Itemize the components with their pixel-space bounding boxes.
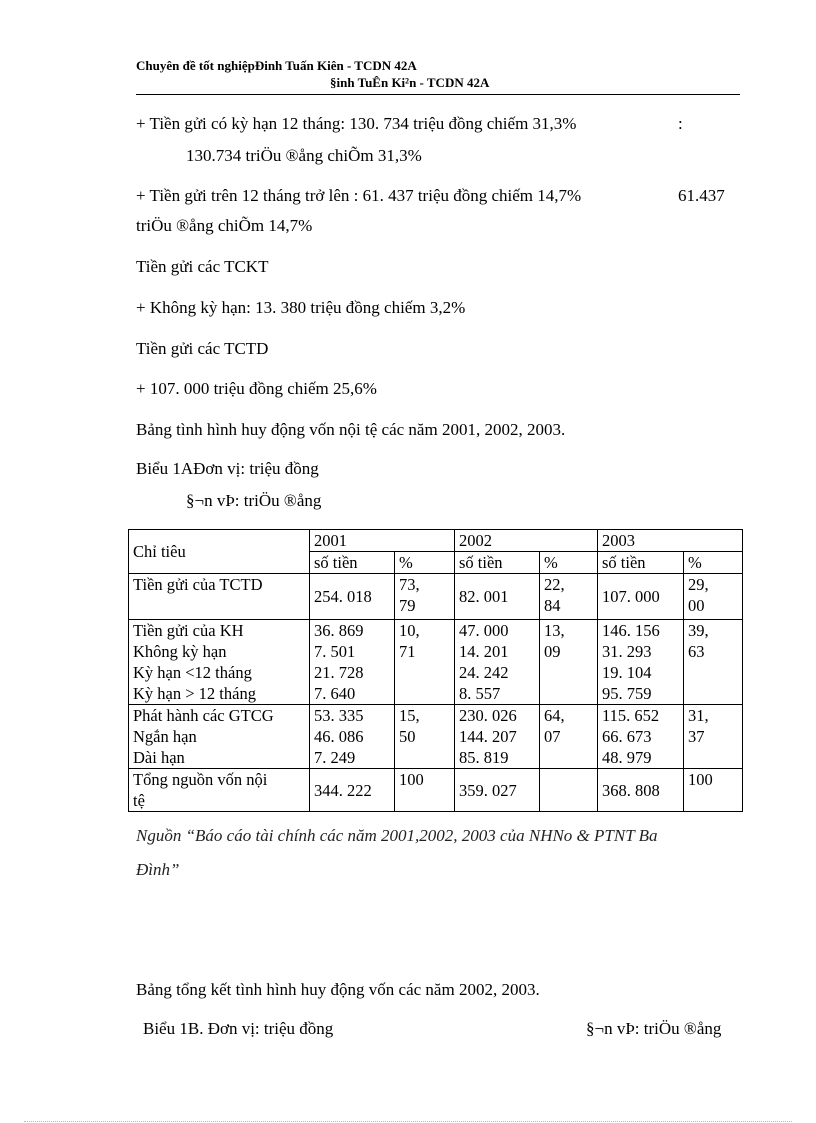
cell-pct: 64, 07 [540,705,598,769]
para-number-61437: 61.437 [678,186,725,205]
header-line-1: Chuyên đề tốt nghiệpĐinh Tuấn Kiên - TCDN 42A [136,58,417,73]
cell-amount: 230. 026 144. 207 85. 819 [455,705,540,769]
row-label: Tổng nguồn vốn nội tệ [129,769,310,812]
page-bottom-divider [24,1121,792,1122]
row-label: Tiền gửi của TCTD [129,574,310,620]
para-garbled-2: triÖu ®ång chiÕm 14,7% [136,216,313,235]
subheader-pct: % [540,552,598,574]
cell-amount: 146. 156 31. 293 19. 104 95. 759 [598,620,684,705]
cell-amount: 82. 001 [455,574,540,620]
header-line-2: §inh TuÊn Ki²n - TCDN 42A [330,75,490,90]
subheader-amount: số tiền [310,552,395,574]
header-year-2002: 2002 [455,530,598,552]
table-caption: Bảng tình hình huy động vốn nội tệ các năm 2001, 2002, 2003. [136,420,566,439]
cell-amount: 36. 869 7. 501 21. 728 7. 640 [310,620,395,705]
para-no-term: + Không kỳ hạn: 13. 380 triệu đồng chiếm 3,2% [136,298,466,317]
cell-pct: 10, 71 [395,620,455,705]
para-tckt: Tiền gửi các TCKT [136,257,269,276]
header-rule [136,94,740,95]
cell-amount: 115. 652 66. 673 48. 979 [598,705,684,769]
table-row [129,769,743,812]
cell-amount: 344. 222 [310,769,395,812]
subheader-amount: số tiền [455,552,540,574]
subheader-pct: % [395,552,455,574]
row-label: Tiền gửi của KH Không kỳ hạn Kỳ hạn <12 tháng Kỳ hạn > 12 tháng [129,620,310,705]
para-term-deposit-12m: + Tiền gửi có kỳ hạn 12 tháng: 130. 734 triệu đồng chiếm 31,3% [136,114,577,133]
cell-pct [540,769,598,812]
cell-amount: 254. 018 [310,574,395,620]
cell-pct: 100 [684,769,743,812]
header-year-2001: 2001 [310,530,455,552]
para-107000: + 107. 000 triệu đồng chiếm 25,6% [136,379,377,398]
cell-amount: 47. 000 14. 201 24. 242 8. 557 [455,620,540,705]
cell-amount: 107. 000 [598,574,684,620]
unit-label-1b: Biểu 1B. Đơn vị: triệu đồng [143,1019,334,1038]
cell-amount: 53. 335 46. 086 7. 249 [310,705,395,769]
cell-amount: 368. 808 [598,769,684,812]
unit-label-1b-garbled: §¬n vÞ: triÖu ®ång [586,1019,722,1038]
para-tctd: Tiền gửi các TCTD [136,339,269,358]
row-label: Phát hành các GTCG Ngắn hạn Dài hạn [129,705,310,769]
cell-pct: 31, 37 [684,705,743,769]
unit-label-1a: Biểu 1AĐơn vị: triệu đồng [136,459,319,478]
para-garbled-1: 130.734 triÖu ®ång chiÕm 31,3% [186,146,422,165]
para-deposit-over-12m: + Tiền gửi trên 12 tháng trở lên : 61. 437 triệu đồng chiếm 14,7% [136,186,582,205]
header-indicator: Chỉ tiêu [129,530,310,574]
cell-pct: 13, 09 [540,620,598,705]
cell-pct: 29, 00 [684,574,743,620]
table-row [129,705,743,769]
source-note-line-2: Đình” [136,860,180,879]
cell-amount: 359. 027 [455,769,540,812]
subheader-pct: % [684,552,743,574]
table-row [129,574,743,620]
cell-pct: 39, 63 [684,620,743,705]
source-note-line-1: Nguồn “Báo cáo tài chính các năm 2001,2002, 2003 của NHNo & PTNT Ba [136,826,658,845]
summary-caption: Bảng tổng kết tình hình huy động vốn các năm 2002, 2003. [136,980,540,999]
cell-pct: 73, 79 [395,574,455,620]
cell-pct: 100 [395,769,455,812]
header-year-2003: 2003 [598,530,743,552]
table-row [129,620,743,705]
subheader-amount: số tiền [598,552,684,574]
unit-label-garbled: §¬n vÞ: triÖu ®ång [186,491,322,510]
para-colon: : [678,114,683,133]
cell-pct: 15, 50 [395,705,455,769]
capital-mobilization-table [128,529,743,812]
cell-pct: 22, 84 [540,574,598,620]
